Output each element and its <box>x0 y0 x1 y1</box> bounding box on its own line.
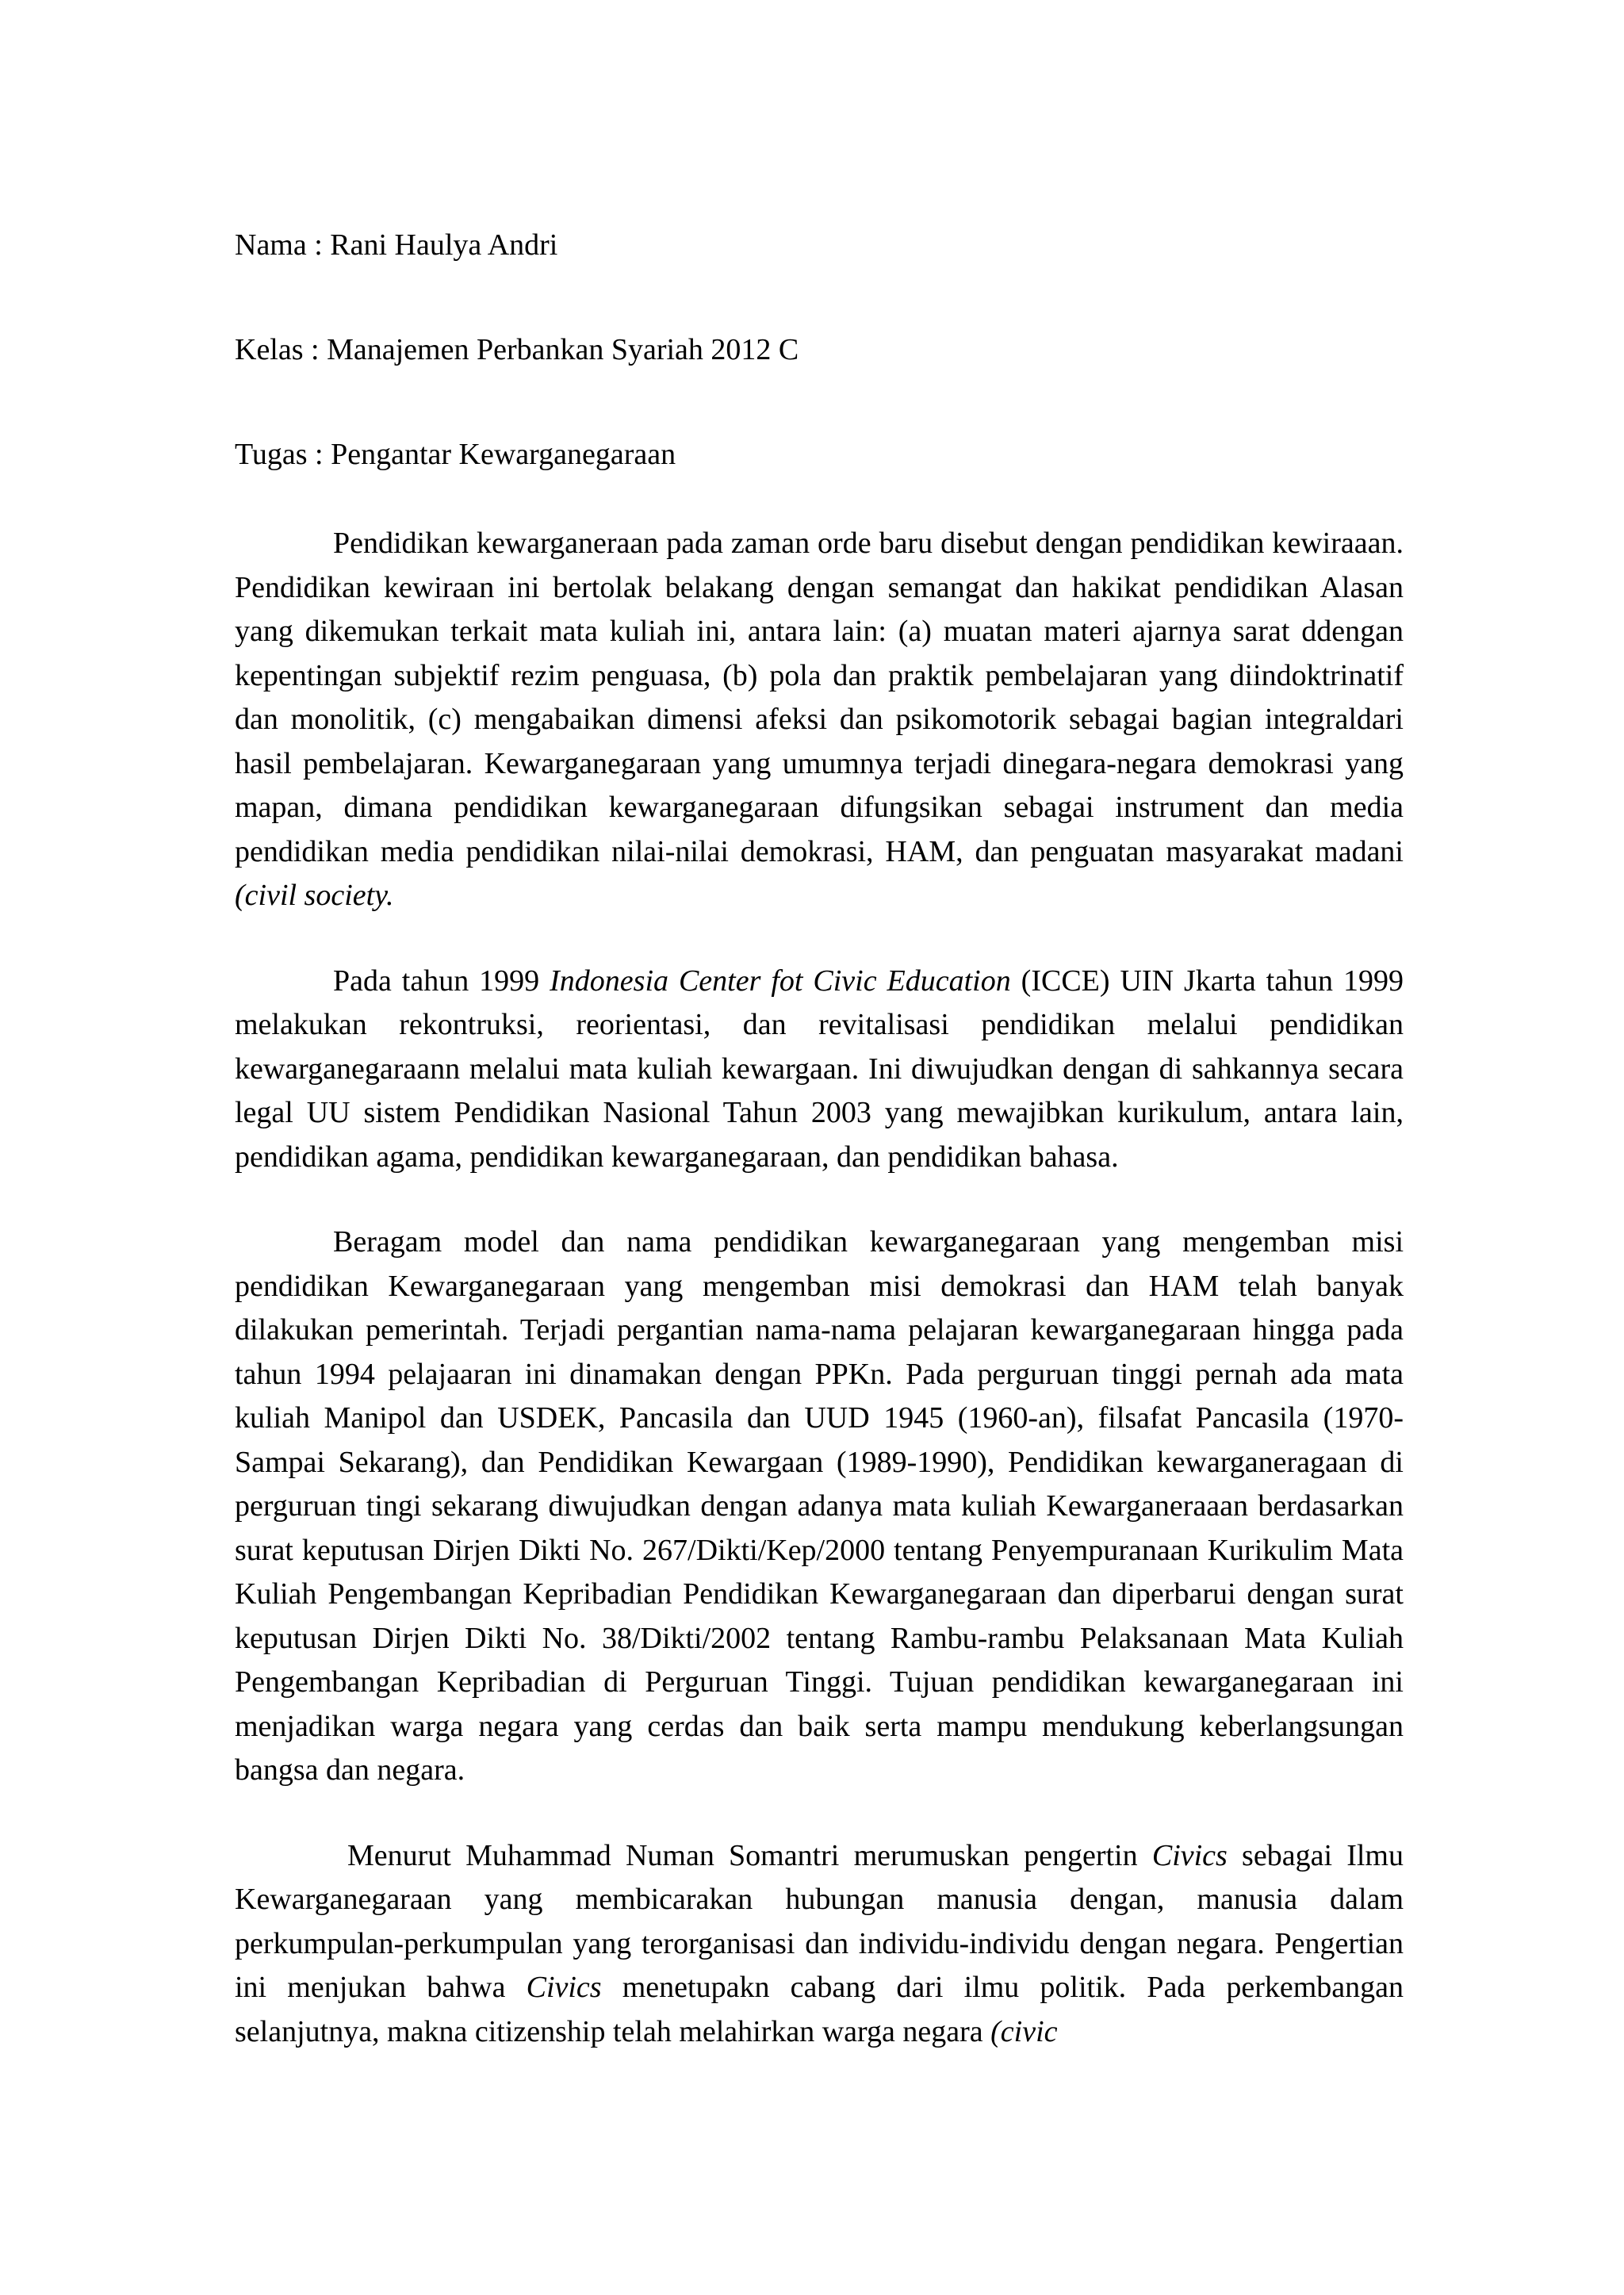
paragraph-italic-text: Civics <box>526 1971 602 2004</box>
nama-line: Nama : Rani Haulya Andri <box>235 228 558 262</box>
paragraph-text: sebagai Ilmu Kewarganegaraan yang membicarakan hubungan manusia dengan, manusia dalam perkumpulan-perkumpulan yang terorganisasi dan individu-individu dengan negara. Pengertian ini menjukan bahwa <box>235 1838 1404 2004</box>
paragraph-text: Pada tahun 1999 <box>333 964 550 998</box>
paragraph-text: menetupakn cabang dari ilmu politik. Pada perkembangan selanjutnya, makna citizenship telah melahirkan warga negara <box>235 1971 1404 2048</box>
paragraph-text: Menurut Muhammad Numan Somantri merumuskan pengertin <box>347 1838 1152 1872</box>
paragraph-3 <box>235 1220 1404 1793</box>
paragraph-italic-text: Civics <box>1151 1838 1228 1872</box>
paragraph-4 <box>235 1834 1404 2055</box>
paragraph-text: Beragam model dan nama pendidikan kewarganegaraan yang mengemban misi pendidikan Kewarganegaraan yang mengemban misi demokrasi dan HAM telah banyak dilakukan pemerintah. Terjadi pergantian nama-nama pelajaran kewarganegaraan hingga pada tahun 1994 pelajaaran ini dinamakan dengan PPKn. Pada perguruan tinggi pernah ada mata kuliah Manipol dan USDEK, Pancasila dan UUD 1945 (1960-an), filsafat Pancasila (1970-Sampai Sekarang), dan Pendidikan Kewargaan (1989-1990), Pendidikan kewarganeragaan di perguruan tingi sekarang diwujudkan dengan adanya mata kuliah Kewarganeraaan berdasarkan surat keputusan Dirjen Dikti No. 267/Dikti/Kep/2000 tentang Penyempuranaan Kurikulim Mata Kuliah Pengembangan Kepribadian Pendidikan Kewarganegaraan dan diperbarui dengan surat keputusan Dirjen Dikti No. 38/Dikti/2002 tentang Rambu-rambu Pelaksanaan Mata Kuliah Pengembangan Kepribadian di Perguruan Tinggi. Tujuan pendidikan kewarganegaraan ini menjadikan warga negara yang cerdas dan baik serta mampu mendukung keberlangsungan bangsa dan negara. <box>235 1225 1404 1787</box>
paragraph-text: Pendidikan kewarganeraan pada zaman orde baru disebut dengan pendidikan kewiraaan. Pendidikan kewiraan ini bertolak belakang dengan semangat dan hakikat pendidikan Alasan yang dikemukan terkait mata kuliah ini, antara lain: (a) muatan materi ajarnya sarat ddengan kepentingan subjektif rezim penguasa, (b) pola dan praktik pembelajaran yang diindoktrinatif dan monolitik, (c) mengabaikan dimensi afeksi dan psikomotorik sebagai bagian integraldari hasil pembelajaran. Kewarganegaraan yang umumnya terjadi dinegara-negara demokrasi yang mapan, dimana pendidikan kewarganegaraan difungsikan sebagai instrument dan media pendidikan media pendidikan nilai-nilai demokrasi, HAM, dan penguatan masyarakat madani <box>235 527 1404 868</box>
paragraph-2 <box>235 960 1404 1180</box>
kelas-line: Kelas : Manajemen Perbankan Syariah 2012 C <box>235 333 799 366</box>
document-body <box>235 224 1404 2095</box>
paragraph-italic-text: Indonesia Center fot Civic Education <box>550 964 1011 998</box>
paragraph-text: (ICCE) UIN Jkarta tahun 1999 melakukan rekontruksi, reorientasi, dan revitalisasi pendidikan melalui pendidikan kewarganegaraann melalui mata kuliah kewargaan. Ini diwujudkan dengan di sahkannya secara legal UU sistem Pendidikan Nasional Tahun 2003 yang mewajibkan kurikulum, antara lain, pendidikan agama, pendidikan kewarganegaraan, dan pendidikan bahasa. <box>235 964 1404 1174</box>
tugas-line: Tugas : Pengantar Kewarganegaraan <box>235 438 676 471</box>
paragraph-1 <box>235 522 1404 918</box>
paragraph-italic-text: (civil society. <box>235 879 394 912</box>
paragraph-italic-text: (civic <box>990 2014 1058 2048</box>
